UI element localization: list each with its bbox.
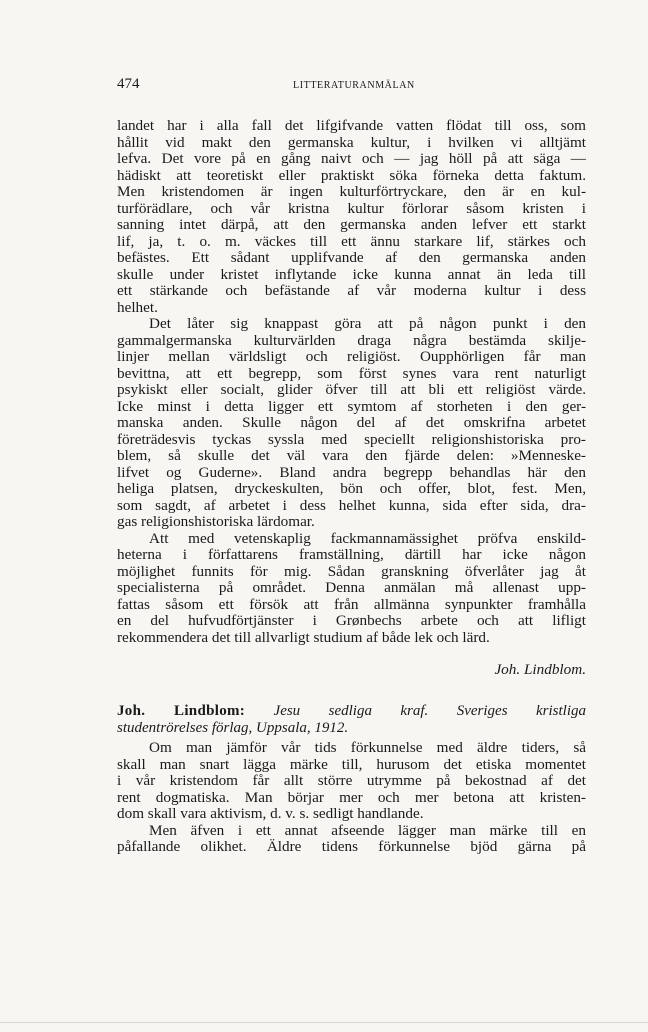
review-author: Joh. Lindblom: bbox=[117, 703, 246, 719]
text-line: rent dogmatiska. Man börjar mer och mer betona att kristen- bbox=[117, 789, 586, 806]
text-line: heliga platsen, dryckeskulten, bön och offer, blot, fest. Men, bbox=[117, 481, 586, 497]
text-line: hållit vid makt den germanska kultur, i hvilken vi alltjämt bbox=[117, 134, 586, 151]
text-line: i vår kristendom får allt större utrymme på bekostnad af det bbox=[117, 773, 586, 789]
text-line: som sagdt, af arbetet i dess helhet kunna, sida efter sida, dra- bbox=[117, 497, 586, 514]
running-head: LITTERATURANMÄLAN bbox=[293, 80, 415, 91]
review-body-part1 bbox=[117, 118, 586, 646]
review-heading-line1 bbox=[117, 703, 586, 720]
text-line: landet har i alla fall det lifgifvande vatten flödat till oss, som bbox=[117, 118, 586, 134]
text-line: fattas såsom ett försök att från allmänna synpunkter framhålla bbox=[117, 596, 586, 613]
text-line: psykiskt eller socialt, glider öfver till att bli ett religiöst värde. bbox=[117, 382, 586, 398]
text-line: möjlighet funnits för mig. Sådan granskning öfverlåter jag åt bbox=[117, 563, 586, 580]
text-line: linjer mellan världsligt och religiöst. Oupphörligen får man bbox=[117, 349, 586, 365]
text-line: skulle under kristet inflytande icke kunna annat än leda till bbox=[117, 266, 586, 283]
text-line: en del hufvudförtjänster i Grønbechs arbete och att lifligt bbox=[117, 613, 586, 629]
text-line: manska anden. Skulle någon del af det omskrifna arbetet bbox=[117, 415, 586, 431]
page-number: 474 bbox=[117, 76, 140, 92]
text-line: sanning intet därpå, att den germanska anden lefver ett starkt bbox=[117, 217, 586, 233]
text-line: lifvet og Guderne». Bland andra begrepp behandlas här den bbox=[117, 464, 586, 481]
text-line: påfallande olikhet. Äldre tidens förkunnelse bjöd gärna på bbox=[117, 839, 586, 855]
text-line: bevittna, att ett begrepp, som först synes vara rent naturligt bbox=[117, 365, 586, 382]
text-line: Icke minst i detta ligger ett symtom af storheten i den ger- bbox=[117, 398, 586, 415]
text-line: lif, ja, t. o. m. väckes till ett ännu starkare lif, stärkes och bbox=[117, 233, 586, 250]
review-publisher-part2: studentrörelses förlag, Uppsala, 1912. bbox=[117, 720, 349, 736]
text-line: rekommendera det till allvarligt studium af både lek och lärd. bbox=[117, 629, 490, 646]
text-line: Att med vetenskaplig fackmannamässighet pröfva enskild- bbox=[149, 530, 586, 547]
text-line: gammalgermanska kulturvärlden draga några bestämda skilje- bbox=[117, 332, 586, 349]
signature: Joh. Lindblom. bbox=[494, 661, 586, 678]
text-line: skall man snart lägga märke till, hurusom det etiska momentet bbox=[117, 756, 586, 773]
text-line: helhet. bbox=[117, 299, 158, 316]
text-line: heterna i författarens framställning, därtill har icke någon bbox=[117, 547, 586, 563]
text-line: lefva. Det vore på en gång naivt och — jag höll på att säga — bbox=[117, 151, 586, 167]
review-body-part2 bbox=[117, 740, 586, 856]
text-line: befästes. Ett sådant upplifvande af den germanska anden bbox=[117, 250, 586, 266]
text-line: turförädlare, och vår kristna kultur förlorar såsom kristen i bbox=[117, 200, 586, 217]
text-line: Men äfven i ett annat afseende lägger man märke till en bbox=[149, 822, 586, 839]
text-line: specialisterna på området. Denna anmälan må allenast upp- bbox=[117, 580, 586, 596]
page-header bbox=[117, 76, 586, 96]
review-title: Jesu sedliga kraf. bbox=[273, 703, 429, 719]
text-line: Det låter sig knappast göra att på någon punkt i den bbox=[149, 316, 586, 332]
text-line: ett stärkande och befästande af vår moderna kultur i dess bbox=[117, 283, 586, 299]
review-heading bbox=[117, 703, 586, 737]
page-edge-rule bbox=[0, 1022, 648, 1023]
text-line: företrädesvis tyckas syssla med speciellt religionshistoriska pro- bbox=[117, 431, 586, 448]
text-line: gas religionshistoriska lärdomar. bbox=[117, 514, 315, 530]
text-line: dom skall vara aktivism, d. v. s. sedligt handlande. bbox=[117, 806, 424, 822]
text-line: hädiskt att teoretiskt eller praktiskt söka förneka detta faktum. bbox=[117, 167, 586, 184]
text-line: Om man jämför vår tids förkunnelse med äldre tiders, så bbox=[149, 740, 586, 756]
review-publisher-part1: Sveriges kristliga bbox=[456, 703, 586, 719]
text-line: Men kristendomen är ingen kulturförtryckare, den är en kul- bbox=[117, 184, 586, 200]
text-line: blem, så skulle det väl vara den fjärde delen: »Menneske- bbox=[117, 448, 586, 464]
